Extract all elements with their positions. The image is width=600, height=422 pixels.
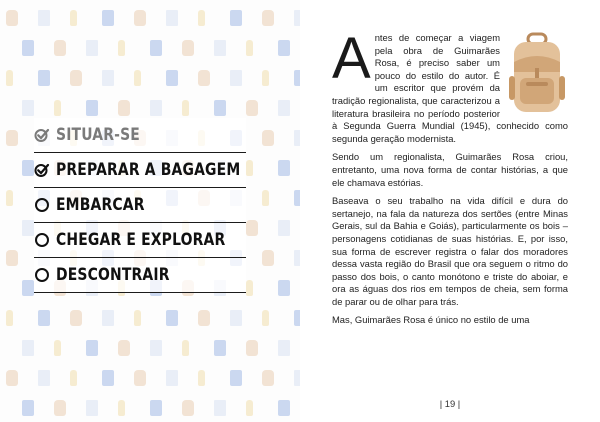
pattern-book-icon (38, 310, 50, 326)
pattern-book-icon (102, 370, 114, 386)
pattern-stack-icon (214, 40, 226, 56)
pattern-book-icon (278, 280, 290, 296)
pattern-book-icon (22, 40, 34, 56)
pattern-bottle-icon (198, 10, 205, 26)
pattern-book-icon (150, 400, 162, 416)
pattern-stack-icon (294, 370, 300, 386)
pattern-bottle-icon (246, 400, 253, 416)
checkmark-icon (34, 162, 50, 178)
pattern-bag-icon (6, 130, 18, 146)
pattern-book-icon (294, 190, 300, 206)
pattern-book-icon (22, 280, 34, 296)
pattern-bottle-icon (246, 40, 253, 56)
pattern-book-icon (22, 400, 34, 416)
pattern-bottle-icon (54, 100, 61, 116)
pattern-bag-icon (262, 130, 274, 146)
paragraph-2: Sendo um regionalista, Guimarães Rosa criou, entretanto, uma nova forma de contar histórias, a que ele chamava estórias. (332, 151, 568, 188)
pattern-stack-icon (102, 310, 114, 326)
pattern-book-icon (86, 340, 98, 356)
menu-item-label: SITUAR-SE (56, 125, 140, 145)
pattern-bag-icon (6, 370, 18, 386)
pattern-stack-icon (150, 100, 162, 116)
pattern-stack-icon (102, 70, 114, 86)
pattern-book-icon (278, 400, 290, 416)
pattern-book-icon (166, 70, 178, 86)
pattern-bottle-icon (262, 310, 269, 326)
pattern-bottle-icon (262, 190, 269, 206)
pattern-bag-icon (118, 340, 130, 356)
page-number: | 19 | (439, 398, 461, 409)
pattern-book-icon (230, 10, 242, 26)
pattern-book-icon (166, 310, 178, 326)
menu-item-label: CHEGAR E EXPLORAR (56, 230, 226, 250)
pattern-book-icon (214, 340, 226, 356)
pattern-bag-icon (262, 10, 274, 26)
menu-item-chegar-e-explorar[interactable] (34, 223, 246, 258)
pattern-book-icon (214, 100, 226, 116)
pattern-bag-icon (70, 310, 82, 326)
pattern-stack-icon (86, 40, 98, 56)
pattern-stack-icon (22, 100, 34, 116)
pattern-book-icon (294, 70, 300, 86)
pattern-stack-icon (150, 340, 162, 356)
pattern-stack-icon (166, 10, 178, 26)
menu-item-label: EMBARCAR (56, 195, 145, 215)
pattern-bottle-icon (134, 310, 141, 326)
pattern-stack-icon (22, 340, 34, 356)
pattern-stack-icon (294, 250, 300, 266)
pattern-book-icon (150, 40, 162, 56)
pattern-book-icon (278, 160, 290, 176)
pattern-bottle-icon (246, 280, 253, 296)
pattern-stack-icon (230, 310, 242, 326)
pattern-bottle-icon (246, 160, 253, 176)
pattern-bottle-icon (6, 310, 13, 326)
pattern-bag-icon (6, 10, 18, 26)
menu-item-descontrair[interactable] (34, 258, 246, 293)
pattern-book-icon (230, 370, 242, 386)
pattern-bag-icon (54, 400, 66, 416)
pattern-stack-icon (214, 400, 226, 416)
pattern-bottle-icon (6, 70, 13, 86)
menu-item-label: DESCONTRAIR (56, 265, 170, 285)
pattern-book-icon (22, 160, 34, 176)
menu-item-situar-se[interactable] (34, 118, 246, 153)
pattern-bottle-icon (198, 370, 205, 386)
pattern-bag-icon (6, 250, 18, 266)
pattern-bag-icon (118, 100, 130, 116)
pattern-bag-icon (198, 310, 210, 326)
pattern-book-icon (278, 40, 290, 56)
article-text (332, 26, 568, 333)
pattern-stack-icon (86, 400, 98, 416)
menu-item-preparar-a-bagagem[interactable] (34, 153, 246, 188)
pattern-stack-icon (166, 370, 178, 386)
pattern-bottle-icon (70, 370, 77, 386)
journey-menu (34, 118, 246, 293)
pattern-bag-icon (198, 70, 210, 86)
pattern-bag-icon (134, 370, 146, 386)
pattern-stack-icon (38, 10, 50, 26)
circle-icon (34, 267, 50, 283)
menu-item-embarcar[interactable] (34, 188, 246, 223)
pattern-book-icon (294, 310, 300, 326)
pattern-stack-icon (22, 220, 34, 236)
pattern-bag-icon (182, 40, 194, 56)
pattern-book-icon (38, 70, 50, 86)
circle-icon (34, 197, 50, 213)
menu-item-label: PREPARAR A BAGAGEM (56, 160, 241, 180)
checkmark-icon (34, 127, 50, 143)
drop-cap: A (332, 26, 371, 91)
pattern-book-icon (102, 10, 114, 26)
pattern-bag-icon (246, 220, 258, 236)
pattern-stack-icon (38, 370, 50, 386)
pattern-bottle-icon (70, 10, 77, 26)
pattern-bottle-icon (182, 100, 189, 116)
paragraph-1: ntes de começar a viagem pela obra de Guimarães Rosa, é preciso saber um pouco do estilo do autor. É um escritor que provém da tradição regionalista, que caracterizou a literatura brasileira no período posterior à Segunda Guerra Mundial (1945), conhecido como segunda geração modernista. (332, 32, 568, 144)
pattern-bag-icon (262, 250, 274, 266)
pattern-book-icon (86, 100, 98, 116)
pattern-stack-icon (278, 100, 290, 116)
pattern-bag-icon (134, 10, 146, 26)
pattern-bottle-icon (262, 70, 269, 86)
pattern-stack-icon (278, 220, 290, 236)
pattern-bag-icon (54, 40, 66, 56)
backpack-icon (506, 32, 568, 116)
pattern-bottle-icon (134, 70, 141, 86)
pattern-stack-icon (278, 340, 290, 356)
pattern-bottle-icon (118, 400, 125, 416)
pattern-bag-icon (246, 340, 258, 356)
pattern-bottle-icon (118, 40, 125, 56)
paragraph-3: Baseava o seu trabalho na vida difícil e dura do sertanejo, na fala da natureza dos sertões (entre Minas Gerais, sul da Bahia e Goiás), particularmente os bois – personagens cotidianas de suas histórias. E, por isso, sua forma de escrever registra o falar dos moradores dessa vasta região do Brasil que ora seguem o ritmo do passo dos bois, o canto monótono e triste do aboiar, e ora as águas dos rios em tempos de cheia, sem forma de parar ou de olhar para trás. (332, 195, 568, 307)
pattern-stack-icon (294, 130, 300, 146)
circle-icon (34, 232, 50, 248)
pattern-stack-icon (230, 70, 242, 86)
pattern-bottle-icon (182, 340, 189, 356)
paragraph-4: Mas, Guimarães Rosa é único no estilo de uma (332, 314, 530, 326)
pattern-bag-icon (70, 70, 82, 86)
pattern-bag-icon (182, 400, 194, 416)
pattern-bottle-icon (6, 190, 13, 206)
pattern-stack-icon (294, 10, 300, 26)
pattern-bottle-icon (54, 340, 61, 356)
pattern-bag-icon (262, 370, 274, 386)
pattern-bag-icon (246, 100, 258, 116)
